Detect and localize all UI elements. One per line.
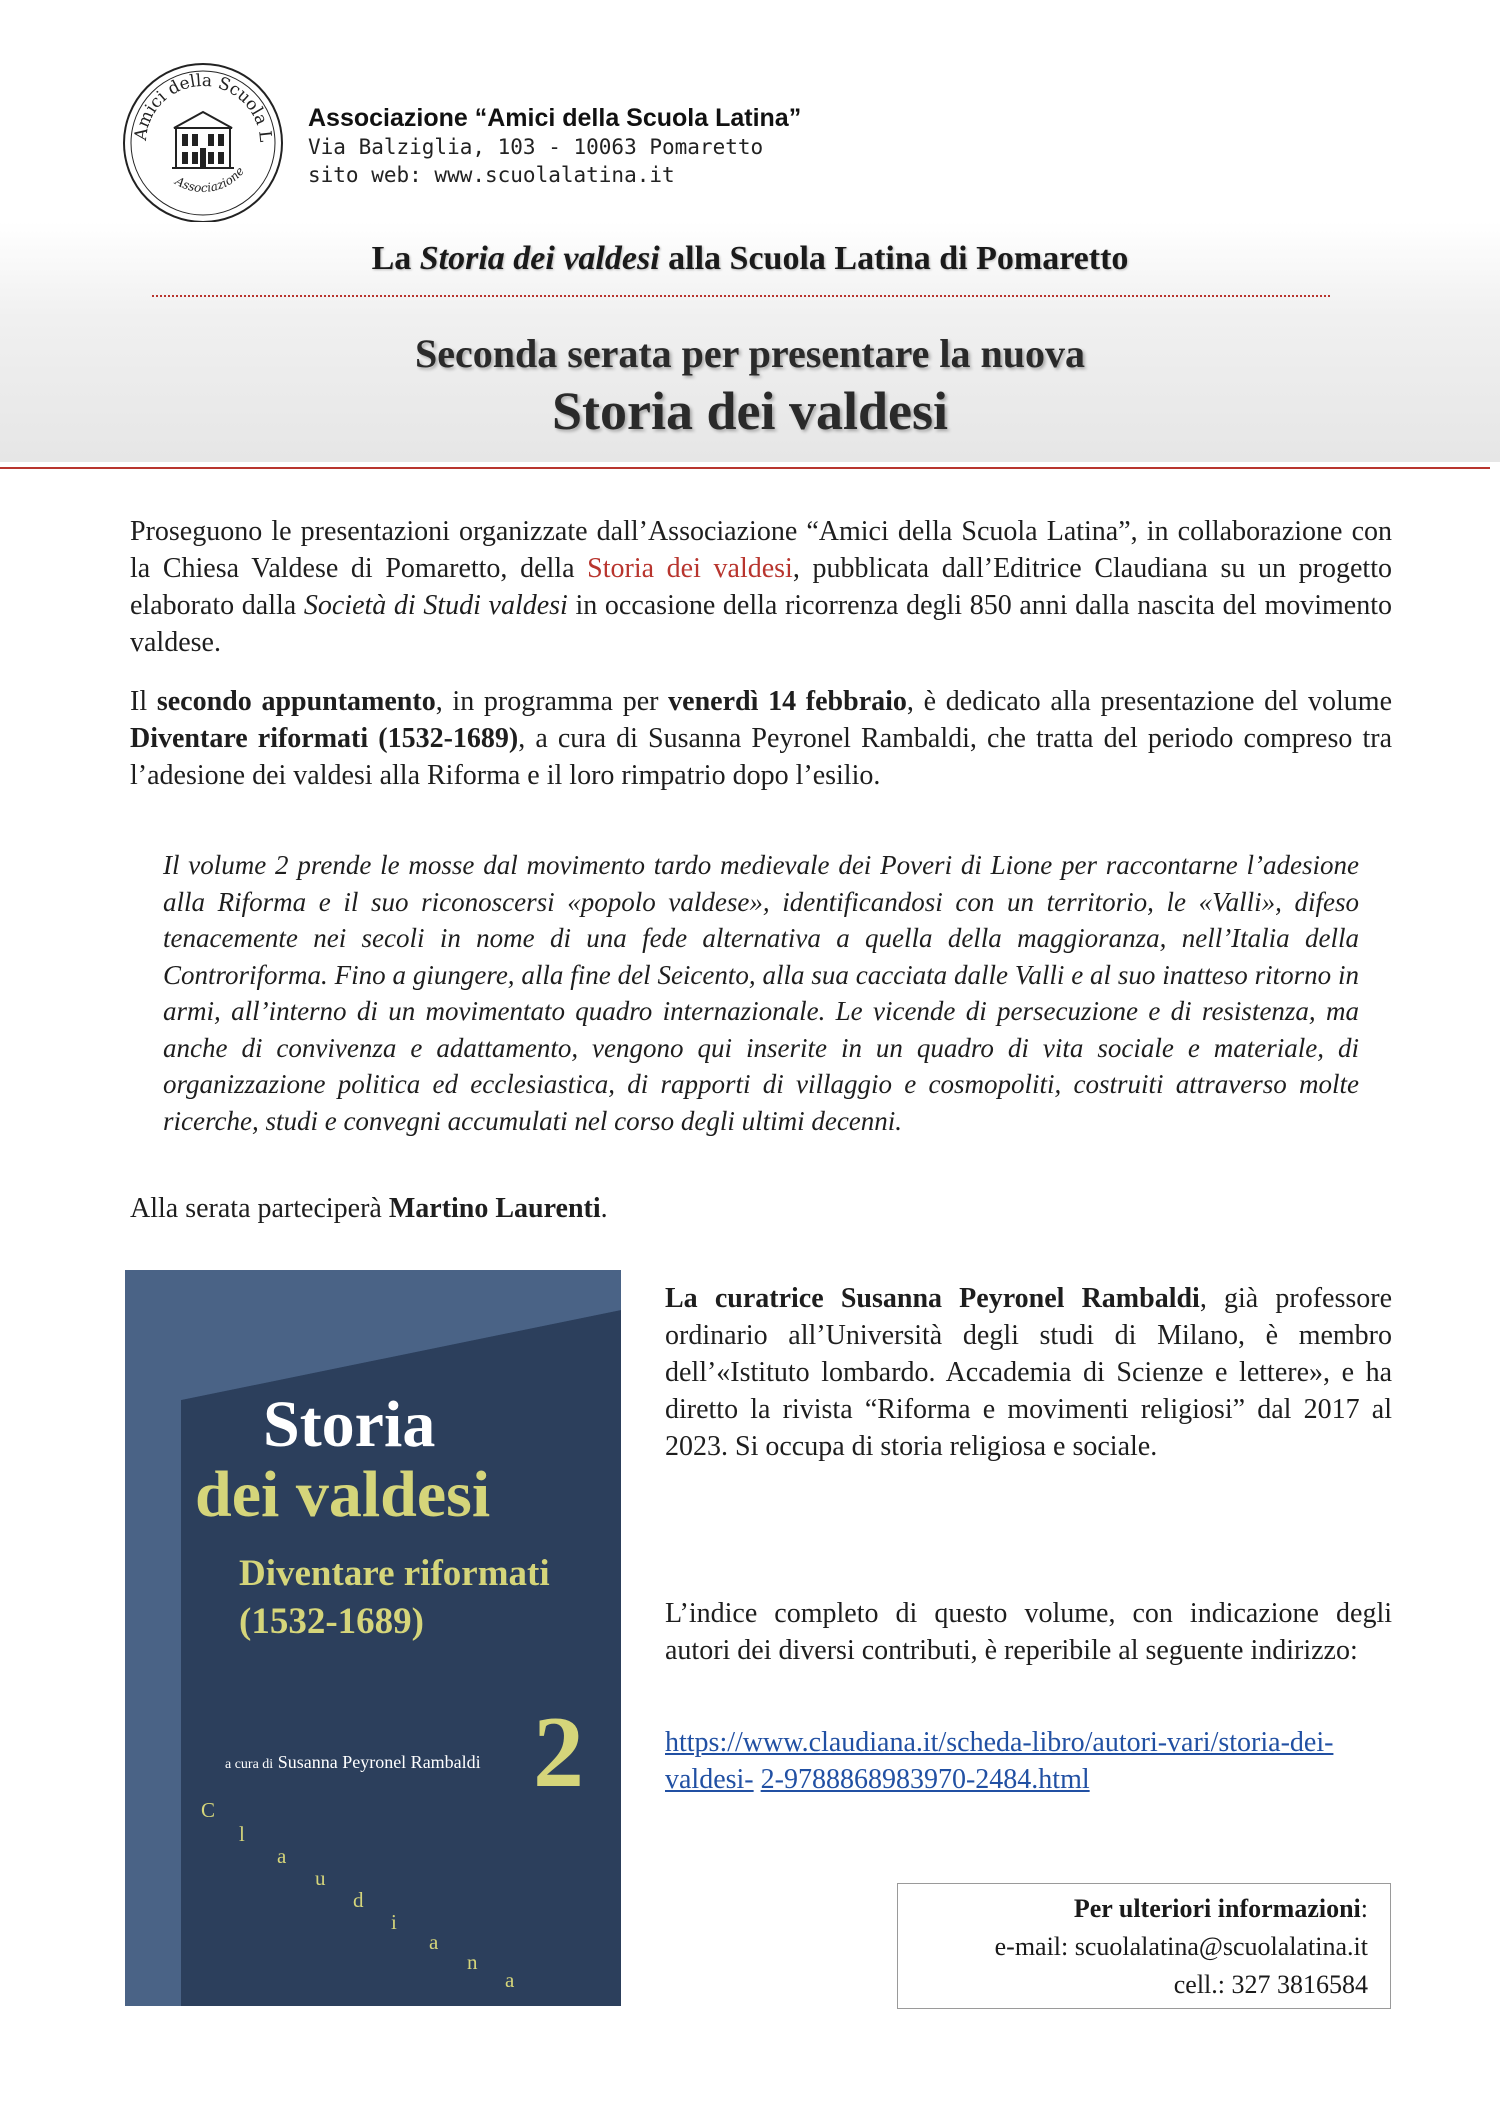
letterhead bbox=[308, 103, 801, 189]
event-paragraph: Il secondo appuntamento, in programma per venerdì 14 febbraio, è dedicato alla presentazione del volume Diventare riformati (1532-1689), a cura di Susanna Peyronel Rambaldi, che tratta del periodo compreso tra l’adesione dei valdesi alla Riforma e il loro rimpatrio dopo l’esilio. bbox=[130, 686, 1393, 791]
logo-text-top: Amici della Scuola L bbox=[130, 70, 276, 144]
cover-publisher-letter: C bbox=[201, 1798, 216, 1822]
event-kicker: La Storia dei valdesi alla Scuola Latina di Pomaretto bbox=[371, 240, 1129, 277]
org-address: Via Balziglia, 103 - 10063 Pomaretto bbox=[308, 135, 764, 159]
subtitle-line2: Storia dei valdesi bbox=[551, 381, 948, 441]
book-cover bbox=[125, 1270, 621, 2006]
dotted-divider bbox=[152, 295, 1330, 297]
volume-description-quote: Il volume 2 prende le mosse dal movimento tardo medievale dei Poveri di Lione per raccontarne l’adesione alla Riforma e il suo riconoscersi «popolo valdese», identificandosi con un territorio, le «Valli», difeso tenacemente nei secoli in nome di una fede alternativa a quella della maggioranza, nell’Italia della Controriforma. Fino a giungere, alla fine del Seicento, alla sua cacciata dalle Valli e al suo inatteso ritorno in armi, all’interno di un movimentato quadro internazionale. Le vicende di persecuzione e di resistenza, ma anche di convivenza e adattamento, vengono qui inserite in un quadro di vita sociale e materiale, di organizzazione politica ed ecclesiastica, di rapporti di villaggio e cosmopoliti, costruiti attraverso molte ricerche, studi e convegni accumulati nel corso degli ultimi decenni. bbox=[163, 850, 1359, 1136]
logo-text-bottom: Associazione bbox=[172, 164, 247, 196]
cover-title-line2: dei valdesi bbox=[195, 1458, 491, 1531]
cover-subtitle-line2: (1532-1689) bbox=[239, 1601, 424, 1642]
red-divider bbox=[0, 467, 1490, 469]
intro-paragraph: Proseguono le presentazioni organizzate dall’Associazione “Amici della Scuola Latina”, in collaborazione con la Chiesa Valdese di Pomaretto, della Storia dei valdesi, pubblicata dall’Editrice Claudiana su un progetto elaborato dalla Società di Studi valdesi in occasione della ricorrenza degli 850 anni dalla nascita del movimento valdese. bbox=[130, 516, 1392, 658]
cover-publisher-letter: a bbox=[277, 1844, 287, 1868]
cover-publisher-letter: a bbox=[429, 1930, 439, 1954]
cover-title-line1: Storia bbox=[263, 1388, 436, 1461]
org-name: Associazione “Amici della Scuola Latina” bbox=[308, 104, 802, 132]
index-paragraph: L’indice completo di questo volume, con indicazione degli autori dei diversi contributi, è reperibile al seguente indirizzo: bbox=[665, 1598, 1392, 1666]
cover-publisher-letter: l bbox=[239, 1822, 245, 1846]
cover-editor: a cura di Susanna Peyronel Rambaldi bbox=[225, 1752, 481, 1772]
contact-heading: Per ulteriori informazioni: bbox=[1073, 1894, 1368, 1923]
contact-email[interactable]: e-mail: scuolalatina@scuolalatina.it bbox=[994, 1932, 1368, 1961]
contact-info-box bbox=[897, 1883, 1391, 2009]
cover-publisher-letter: i bbox=[391, 1910, 397, 1934]
cover-publisher-letter: a bbox=[505, 1968, 515, 1992]
claudiana-link[interactable]: https://www.claudiana.it/scheda-libro/autori-vari/storia-dei-valdesi- 2-9788868983970-2484.html bbox=[665, 1727, 1334, 1795]
cover-publisher-letter: d bbox=[353, 1888, 364, 1912]
cover-publisher-letter: u bbox=[315, 1866, 326, 1890]
school-building-icon bbox=[122, 62, 284, 224]
subtitle-line1: Seconda serata per presentare la nuova bbox=[415, 331, 1085, 376]
association-logo bbox=[122, 62, 284, 224]
curator-paragraph: La curatrice Susanna Peyronel Rambaldi, già professore ordinario all’Università degli studi di Milano, è membro dell’«Istituto lombardo. Accademia di Scienze e lettere», e ha diretto la rivista “Riforma e movimenti religiosi” dal 2017 al 2023. Si occupa di storia religiosa e sociale. bbox=[665, 1283, 1393, 1462]
org-website: sito web: www.scuolalatina.it bbox=[308, 163, 675, 187]
cover-publisher-letter: n bbox=[467, 1950, 478, 1974]
contact-phone: cell.: 327 3816584 bbox=[1173, 1970, 1368, 1999]
participant-paragraph: Alla serata parteciperà Martino Laurenti. bbox=[130, 1193, 608, 1224]
cover-subtitle-line1: Diventare riformati bbox=[239, 1553, 550, 1594]
cover-volume-number: 2 bbox=[533, 1696, 584, 1809]
